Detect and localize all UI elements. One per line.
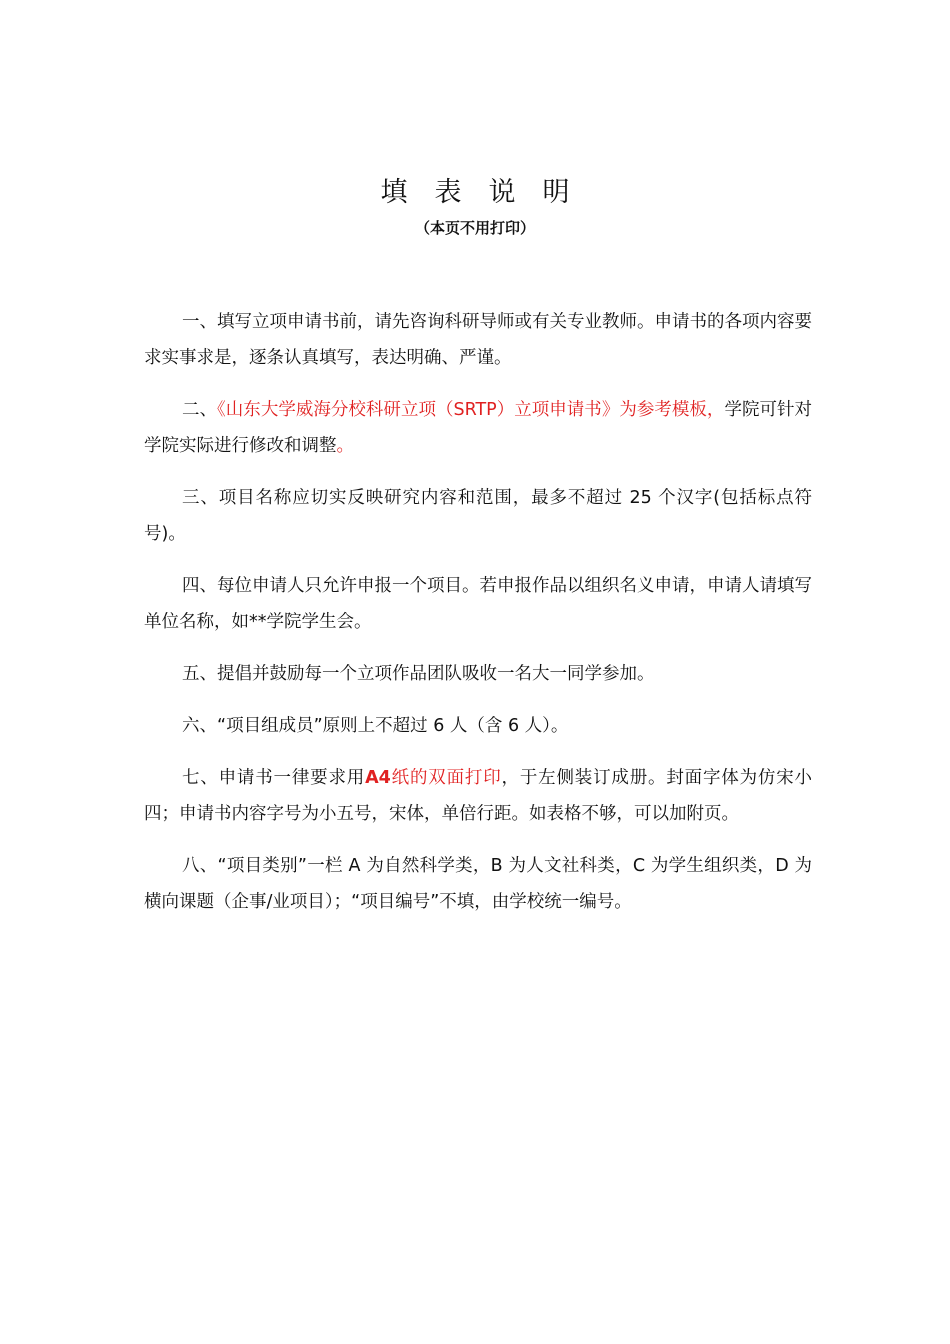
instruction-2-prefix: 二、	[182, 400, 218, 420]
instruction-2-rest: 学院可针对学院实际进行修改和调整	[144, 400, 812, 456]
instruction-7-prefix: 七、申请书一律要求用	[182, 768, 366, 788]
instruction-6: 六、“项目组成员”原则上不超过 6 人（含 6 人）。	[182, 716, 569, 736]
instruction-7-duplex: 纸的双面打印	[390, 768, 502, 788]
instruction-8: 八、“项目类别”一栏 A 为自然科学类，B 为人文社科类，C 为学生组织类，D 为横向课题（企事/业项目）；“项目编号”不填，由学校统一编号。	[144, 856, 812, 912]
instruction-7-paper-size: A4	[365, 768, 391, 788]
instruction-2	[144, 392, 812, 464]
instruction-5: 五、提倡并鼓励每一个立项作品团队吸收一名大一同学参加。	[182, 664, 655, 684]
instruction-4: 四、每位申请人只允许申报一个项目。若申报作品以组织名义申请，申请人请填写单位名称，如**学院学生会。	[144, 576, 812, 632]
instruction-7	[144, 760, 812, 832]
instruction-7-rest: ，于左侧装订成册。封面字体为仿宋小四；申请书内容字号为小五号，宋体，单倍行距。如表格不够，可以加附页。	[144, 768, 813, 824]
instruction-1: 一、填写立项申请书前，请先咨询科研导师或有关专业教师。申请书的各项内容要求实事求是，逐条认真填写，表达明确、严谨。	[144, 312, 812, 368]
instruction-2-template-name: 《山东大学威海分校科研立项（SRTP）立项申请书》为参考模板，	[217, 400, 725, 420]
instruction-3: 三、项目名称应切实反映研究内容和范围，最多不超过 25 个汉字(包括标点符号)。	[144, 488, 812, 544]
page-title: 填表说明	[380, 177, 597, 208]
instruction-2-end: 。	[336, 436, 354, 456]
instructions-body	[144, 304, 812, 936]
page-subtitle: （本页不用打印）	[414, 219, 535, 237]
